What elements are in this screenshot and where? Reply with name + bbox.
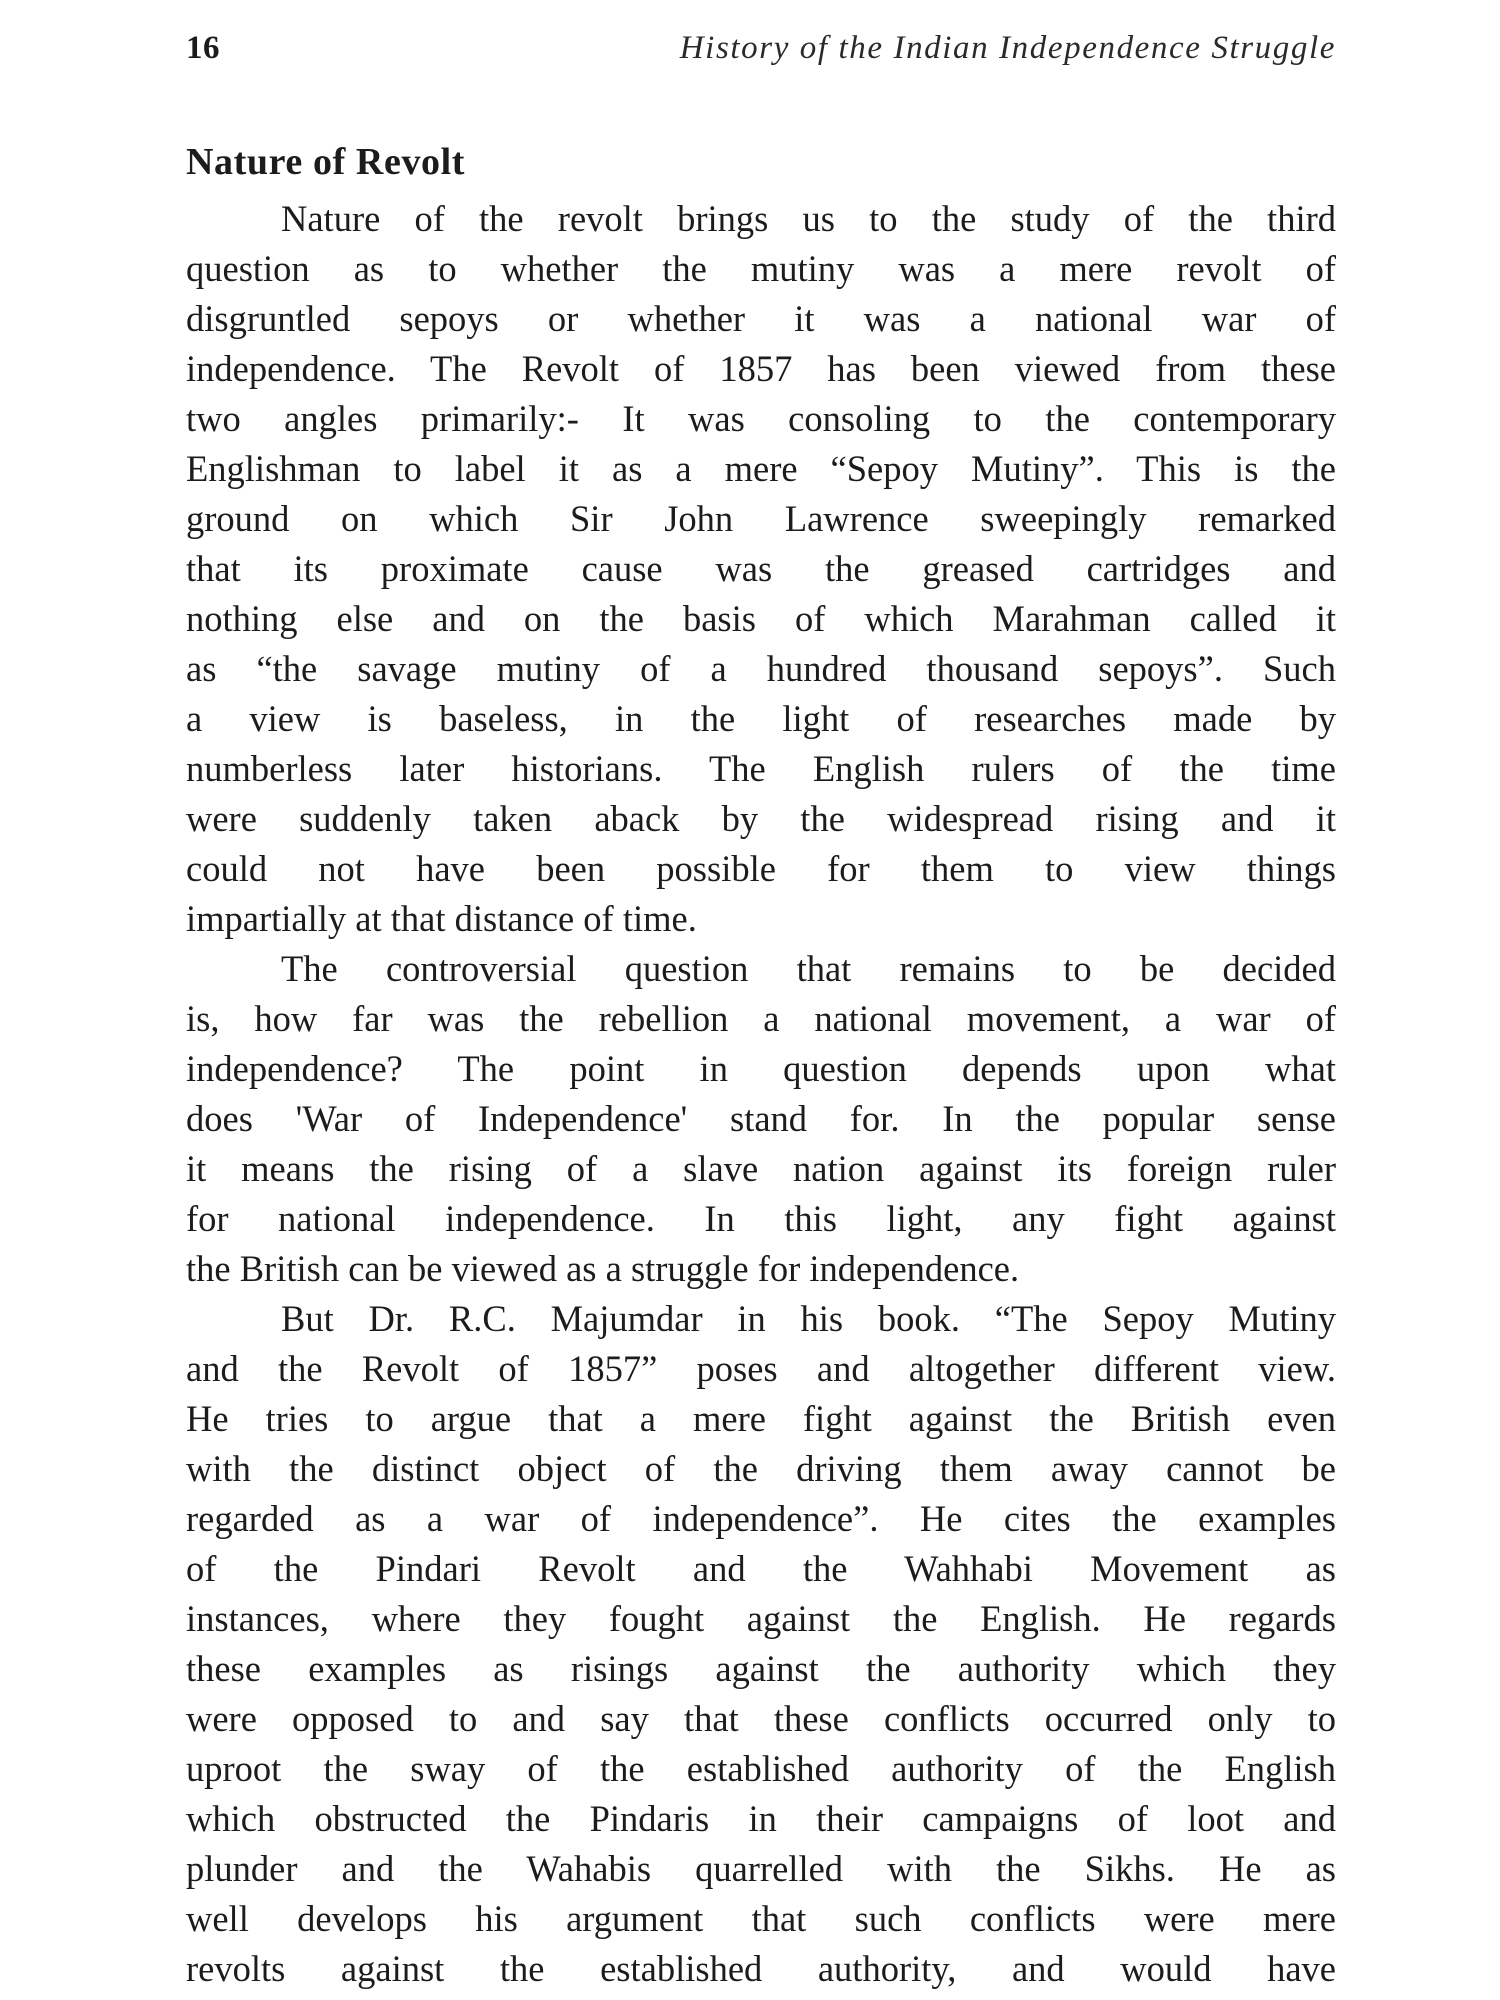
text-line: is, how far was the rebellion a national movement, a war of bbox=[186, 998, 1336, 1039]
text-line: The controversial question that remains to be decided bbox=[281, 948, 1336, 989]
text-line: plunder and the Wahabis quarrelled with the Sikhs. He as bbox=[186, 1848, 1336, 1889]
book-page bbox=[186, 30, 1336, 1989]
text-line: uproot the sway of the established authority of the English bbox=[186, 1748, 1336, 1789]
paragraph-2 bbox=[186, 944, 1336, 1294]
paragraph-3 bbox=[186, 1294, 1336, 1994]
text-line: But Dr. R.C. Majumdar in his book. “The Sepoy Mutiny bbox=[281, 1298, 1336, 1339]
section-heading: Nature of Revolt bbox=[186, 141, 466, 183]
text-line: instances, where they fought against the English. He regards bbox=[186, 1598, 1336, 1639]
text-line: ground on which Sir John Lawrence sweepingly remarked bbox=[186, 498, 1336, 539]
text-line: Nature of the revolt brings us to the study of the third bbox=[281, 198, 1336, 239]
text-line: two angles primarily:- It was consoling to the contemporary bbox=[186, 398, 1336, 439]
text-line: were suddenly taken aback by the widespread rising and it bbox=[186, 798, 1336, 839]
text-line: independence? The point in question depends upon what bbox=[186, 1048, 1336, 1089]
text-line: nothing else and on the basis of which Marahman called it bbox=[186, 598, 1336, 639]
text-line: which obstructed the Pindaris in their campaigns of loot and bbox=[186, 1798, 1336, 1839]
text-line: regarded as a war of independence”. He cites the examples bbox=[186, 1498, 1336, 1539]
running-header bbox=[186, 30, 1336, 86]
page-number: 16 bbox=[186, 30, 220, 66]
text-line: these examples as risings against the authority which they bbox=[186, 1648, 1336, 1689]
text-line: and the Revolt of 1857” poses and altogether different view. bbox=[186, 1348, 1336, 1389]
text-line: numberless later historians. The English rulers of the time bbox=[186, 748, 1336, 789]
text-line: for national independence. In this light, any fight against bbox=[186, 1198, 1336, 1239]
text-line: well develops his argument that such conflicts were mere bbox=[186, 1898, 1336, 1939]
text-line: were opposed to and say that these conflicts occurred only to bbox=[186, 1698, 1336, 1739]
text-line: question as to whether the mutiny was a mere revolt of bbox=[186, 248, 1336, 289]
text-line: independence. The Revolt of 1857 has been viewed from these bbox=[186, 348, 1336, 389]
text-line: it means the rising of a slave nation against its foreign ruler bbox=[186, 1148, 1336, 1189]
text-line: could not have been possible for them to view things bbox=[186, 848, 1336, 889]
running-title: History of the Indian Independence Struggle bbox=[679, 30, 1336, 66]
text-line: Englishman to label it as a mere “Sepoy Mutiny”. This is the bbox=[186, 448, 1336, 489]
paragraph-1 bbox=[186, 194, 1336, 944]
text-line: the British can be viewed as a struggle for independence. bbox=[186, 1248, 1020, 1289]
text-line: that its proximate cause was the greased cartridges and bbox=[186, 548, 1336, 589]
text-line: of the Pindari Revolt and the Wahhabi Movement as bbox=[186, 1548, 1336, 1589]
text-line: revolts against the established authority, and would have bbox=[186, 1948, 1336, 1989]
text-line: He tries to argue that a mere fight against the British even bbox=[186, 1398, 1336, 1439]
text-line: with the distinct object of the driving them away cannot be bbox=[186, 1448, 1336, 1489]
text-line: impartially at that distance of time. bbox=[186, 898, 697, 939]
text-line: disgruntled sepoys or whether it was a national war of bbox=[186, 298, 1336, 339]
text-line: does 'War of Independence' stand for. In the popular sense bbox=[186, 1098, 1336, 1139]
text-line: as “the savage mutiny of a hundred thousand sepoys”. Such bbox=[186, 648, 1336, 689]
text-line: a view is baseless, in the light of researches made by bbox=[186, 698, 1336, 739]
